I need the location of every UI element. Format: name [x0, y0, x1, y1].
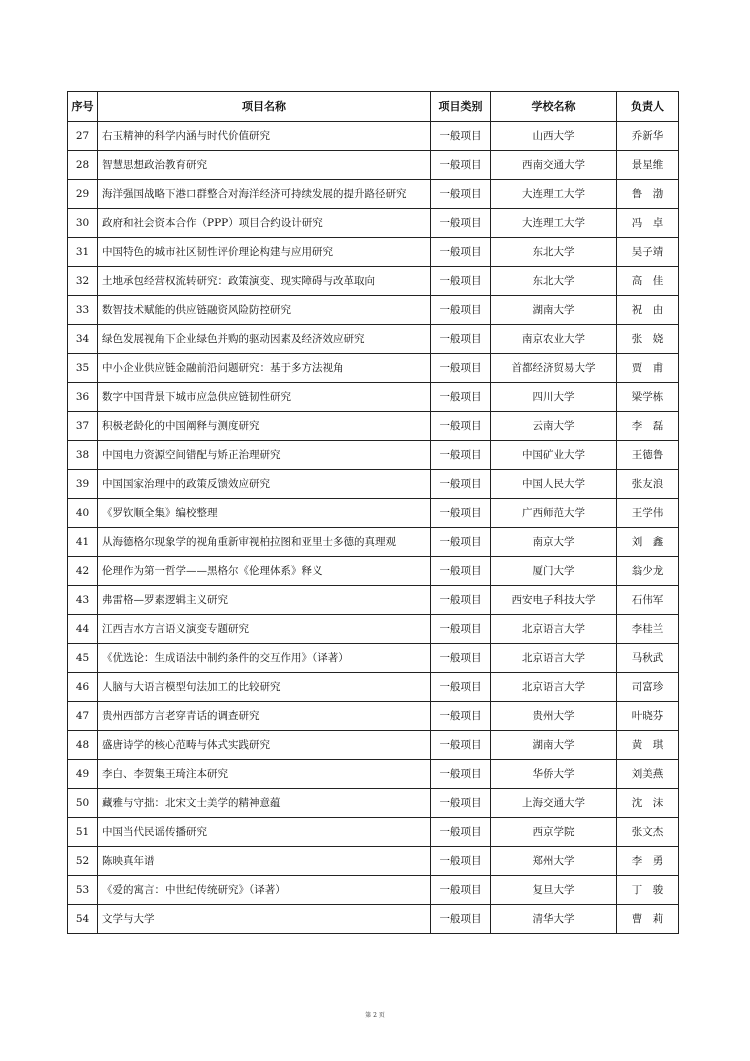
cell-no: 44 — [68, 615, 98, 644]
table-header — [68, 92, 679, 122]
cell-category: 一般项目 — [431, 876, 491, 905]
cell-leader: 梁学栋 — [617, 383, 679, 412]
cell-project-name: 中国电力资源空间错配与矫正治理研究 — [98, 441, 431, 470]
cell-no: 53 — [68, 876, 98, 905]
cell-school: 贵州大学 — [491, 702, 617, 731]
cell-no: 29 — [68, 180, 98, 209]
cell-project-name: 藏雅与守拙：北宋文士美学的精神意蕴 — [98, 789, 431, 818]
table-row — [68, 238, 679, 267]
cell-project-name: 李白、李贺集王琦注本研究 — [98, 760, 431, 789]
header-school: 学校名称 — [491, 92, 617, 122]
cell-school: 西安电子科技大学 — [491, 586, 617, 615]
table-row — [68, 673, 679, 702]
cell-no: 41 — [68, 528, 98, 557]
cell-leader: 王学伟 — [617, 499, 679, 528]
cell-project-name: 智慧思想政治教育研究 — [98, 151, 431, 180]
table-row — [68, 760, 679, 789]
cell-no: 52 — [68, 847, 98, 876]
cell-category: 一般项目 — [431, 470, 491, 499]
cell-category: 一般项目 — [431, 383, 491, 412]
cell-school: 上海交通大学 — [491, 789, 617, 818]
cell-leader: 黄 琪 — [617, 731, 679, 760]
cell-leader: 景星维 — [617, 151, 679, 180]
cell-leader: 沈 沫 — [617, 789, 679, 818]
cell-school: 北京语言大学 — [491, 615, 617, 644]
table-row — [68, 499, 679, 528]
cell-no: 40 — [68, 499, 98, 528]
table-row — [68, 731, 679, 760]
cell-leader: 鲁 渤 — [617, 180, 679, 209]
cell-leader: 丁 骏 — [617, 876, 679, 905]
cell-no: 38 — [68, 441, 98, 470]
table-row — [68, 209, 679, 238]
header-project-name: 项目名称 — [98, 92, 431, 122]
cell-no: 39 — [68, 470, 98, 499]
cell-leader: 李 磊 — [617, 412, 679, 441]
cell-leader: 祝 由 — [617, 296, 679, 325]
cell-category: 一般项目 — [431, 673, 491, 702]
cell-leader: 吴子靖 — [617, 238, 679, 267]
cell-no: 35 — [68, 354, 98, 383]
cell-category: 一般项目 — [431, 354, 491, 383]
cell-school: 北京语言大学 — [491, 644, 617, 673]
cell-project-name: 从海德格尔现象学的视角重新审视柏拉图和亚里士多德的真理观 — [98, 528, 431, 557]
cell-school: 西京学院 — [491, 818, 617, 847]
cell-school: 湖南大学 — [491, 731, 617, 760]
table-row — [68, 354, 679, 383]
project-list-table — [67, 91, 679, 934]
cell-school: 南京农业大学 — [491, 325, 617, 354]
cell-school: 南京大学 — [491, 528, 617, 557]
cell-no: 32 — [68, 267, 98, 296]
cell-category: 一般项目 — [431, 818, 491, 847]
cell-project-name: 数字中国背景下城市应急供应链韧性研究 — [98, 383, 431, 412]
cell-category: 一般项目 — [431, 412, 491, 441]
table-row — [68, 180, 679, 209]
table-row — [68, 325, 679, 354]
cell-school: 广西师范大学 — [491, 499, 617, 528]
cell-no: 49 — [68, 760, 98, 789]
cell-category: 一般项目 — [431, 238, 491, 267]
cell-leader: 乔新华 — [617, 122, 679, 151]
cell-project-name: 中小企业供应链金融前沿问题研究：基于多方法视角 — [98, 354, 431, 383]
cell-school: 东北大学 — [491, 238, 617, 267]
cell-category: 一般项目 — [431, 296, 491, 325]
table-row — [68, 644, 679, 673]
cell-category: 一般项目 — [431, 586, 491, 615]
cell-project-name: 积极老龄化的中国阐释与测度研究 — [98, 412, 431, 441]
header-leader: 负责人 — [617, 92, 679, 122]
table-row — [68, 586, 679, 615]
table-row — [68, 122, 679, 151]
cell-category: 一般项目 — [431, 731, 491, 760]
cell-project-name: 数智技术赋能的供应链融资风险防控研究 — [98, 296, 431, 325]
cell-no: 27 — [68, 122, 98, 151]
cell-project-name: 海洋强国战略下港口群整合对海洋经济可持续发展的提升路径研究 — [98, 180, 431, 209]
table-row — [68, 789, 679, 818]
cell-no: 47 — [68, 702, 98, 731]
cell-leader: 李桂兰 — [617, 615, 679, 644]
cell-category: 一般项目 — [431, 122, 491, 151]
cell-no: 34 — [68, 325, 98, 354]
table-row — [68, 151, 679, 180]
cell-leader: 马秋武 — [617, 644, 679, 673]
cell-school: 中国人民大学 — [491, 470, 617, 499]
cell-no: 42 — [68, 557, 98, 586]
table-row — [68, 905, 679, 934]
cell-school: 四川大学 — [491, 383, 617, 412]
cell-category: 一般项目 — [431, 847, 491, 876]
cell-no: 50 — [68, 789, 98, 818]
header-category: 项目类别 — [431, 92, 491, 122]
cell-leader: 司富珍 — [617, 673, 679, 702]
table-row — [68, 267, 679, 296]
cell-leader: 刘 鑫 — [617, 528, 679, 557]
cell-school: 东北大学 — [491, 267, 617, 296]
cell-category: 一般项目 — [431, 789, 491, 818]
cell-leader: 石伟军 — [617, 586, 679, 615]
cell-school: 北京语言大学 — [491, 673, 617, 702]
cell-school: 清华大学 — [491, 905, 617, 934]
cell-school: 首都经济贸易大学 — [491, 354, 617, 383]
cell-no: 36 — [68, 383, 98, 412]
cell-no: 48 — [68, 731, 98, 760]
cell-no: 31 — [68, 238, 98, 267]
cell-no: 45 — [68, 644, 98, 673]
cell-school: 山西大学 — [491, 122, 617, 151]
table-row — [68, 847, 679, 876]
table-row — [68, 296, 679, 325]
cell-category: 一般项目 — [431, 180, 491, 209]
table-row — [68, 702, 679, 731]
cell-no: 28 — [68, 151, 98, 180]
cell-project-name: 中国当代民谣传播研究 — [98, 818, 431, 847]
cell-project-name: 伦理作为第一哲学——黑格尔《伦理体系》释义 — [98, 557, 431, 586]
cell-leader: 贾 甫 — [617, 354, 679, 383]
cell-no: 30 — [68, 209, 98, 238]
cell-no: 37 — [68, 412, 98, 441]
cell-category: 一般项目 — [431, 760, 491, 789]
cell-leader: 李 勇 — [617, 847, 679, 876]
cell-school: 中国矿业大学 — [491, 441, 617, 470]
table-row — [68, 557, 679, 586]
cell-category: 一般项目 — [431, 499, 491, 528]
cell-no: 46 — [68, 673, 98, 702]
cell-no: 54 — [68, 905, 98, 934]
cell-project-name: 陈映真年谱 — [98, 847, 431, 876]
cell-leader: 张文杰 — [617, 818, 679, 847]
cell-category: 一般项目 — [431, 209, 491, 238]
cell-category: 一般项目 — [431, 441, 491, 470]
cell-leader: 王德鲁 — [617, 441, 679, 470]
cell-project-name: 中国特色的城市社区韧性评价理论构建与应用研究 — [98, 238, 431, 267]
cell-project-name: 贵州西部方言老穿青话的调查研究 — [98, 702, 431, 731]
cell-leader: 刘美燕 — [617, 760, 679, 789]
cell-project-name: 《爱的寓言：中世纪传统研究》（译著） — [98, 876, 431, 905]
cell-category: 一般项目 — [431, 615, 491, 644]
cell-no: 43 — [68, 586, 98, 615]
table-row — [68, 876, 679, 905]
cell-category: 一般项目 — [431, 151, 491, 180]
cell-school: 云南大学 — [491, 412, 617, 441]
cell-category: 一般项目 — [431, 644, 491, 673]
table-row — [68, 383, 679, 412]
cell-leader: 高 佳 — [617, 267, 679, 296]
cell-leader: 翁少龙 — [617, 557, 679, 586]
table-row — [68, 441, 679, 470]
table-body — [68, 122, 679, 934]
cell-project-name: 中国国家治理中的政策反馈效应研究 — [98, 470, 431, 499]
cell-school: 郑州大学 — [491, 847, 617, 876]
cell-school: 西南交通大学 — [491, 151, 617, 180]
cell-leader: 冯 卓 — [617, 209, 679, 238]
cell-project-name: 《优选论：生成语法中制约条件的交互作用》（译著） — [98, 644, 431, 673]
table-row — [68, 528, 679, 557]
cell-project-name: 盛唐诗学的核心范畴与体式实践研究 — [98, 731, 431, 760]
cell-project-name: 土地承包经营权流转研究：政策演变、现实障碍与改革取向 — [98, 267, 431, 296]
cell-category: 一般项目 — [431, 905, 491, 934]
cell-no: 51 — [68, 818, 98, 847]
cell-school: 华侨大学 — [491, 760, 617, 789]
cell-leader: 叶晓芬 — [617, 702, 679, 731]
header-row — [68, 92, 679, 122]
cell-leader: 曹 莉 — [617, 905, 679, 934]
cell-category: 一般项目 — [431, 557, 491, 586]
cell-leader: 张 娆 — [617, 325, 679, 354]
cell-school: 湖南大学 — [491, 296, 617, 325]
cell-school: 大连理工大学 — [491, 209, 617, 238]
cell-project-name: 政府和社会资本合作（PPP）项目合约设计研究 — [98, 209, 431, 238]
table-row — [68, 615, 679, 644]
table-row — [68, 470, 679, 499]
header-no: 序号 — [68, 92, 98, 122]
cell-project-name: 文学与大学 — [98, 905, 431, 934]
cell-project-name: 右玉精神的科学内涵与时代价值研究 — [98, 122, 431, 151]
cell-project-name: 江西吉水方言语义演变专题研究 — [98, 615, 431, 644]
page-number: 第 2 页 — [365, 1012, 385, 1019]
cell-category: 一般项目 — [431, 702, 491, 731]
cell-project-name: 绿色发展视角下企业绿色并购的驱动因素及经济效应研究 — [98, 325, 431, 354]
cell-category: 一般项目 — [431, 325, 491, 354]
cell-category: 一般项目 — [431, 267, 491, 296]
cell-no: 33 — [68, 296, 98, 325]
table-row — [68, 412, 679, 441]
cell-school: 复旦大学 — [491, 876, 617, 905]
cell-school: 大连理工大学 — [491, 180, 617, 209]
cell-project-name: 《罗钦顺全集》编校整理 — [98, 499, 431, 528]
cell-project-name: 弗雷格—罗素逻辑主义研究 — [98, 586, 431, 615]
table-row — [68, 818, 679, 847]
cell-project-name: 人脑与大语言模型句法加工的比较研究 — [98, 673, 431, 702]
cell-leader: 张友浪 — [617, 470, 679, 499]
cell-category: 一般项目 — [431, 528, 491, 557]
cell-school: 厦门大学 — [491, 557, 617, 586]
